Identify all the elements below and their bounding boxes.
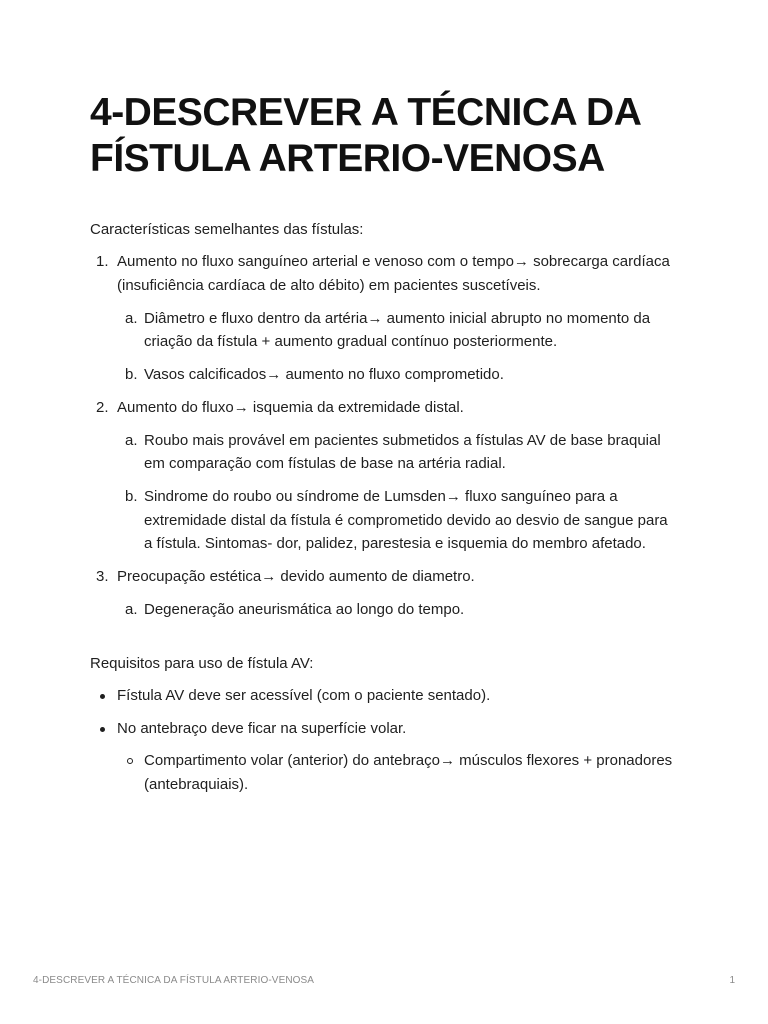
characteristics-list [90, 250, 680, 621]
sub-list-item-text: Degeneração aneurismática ao longo do tempo. [144, 600, 465, 618]
sub-bullet-item-text: Compartimento volar (anterior) do antebraço→ músculos flexores + pronadores (antebraquiais). [144, 752, 673, 793]
requirements-heading: Requisitos para uso de fístula AV: [90, 655, 314, 672]
list-marker: 1. [96, 253, 109, 270]
list-item-text: Aumento no fluxo sanguíneo arterial e venoso com o tempo→ sobrecarga cardíaca (insuficiência cardíaca de alto débito) em pacientes suscetíveis. [117, 253, 670, 294]
sub-list [117, 307, 680, 387]
sub-list-item-text: Vasos calcificados→ aumento no fluxo comprometido. [144, 366, 504, 383]
document-title [90, 90, 680, 182]
bullet-dot-icon [100, 727, 105, 732]
title-line-2: FÍSTULA ARTERIO-VENOSA [90, 137, 605, 180]
sub-list-item [117, 485, 680, 556]
sub-list-item-text: Diâmetro e fluxo dentro da artéria→ aumento inicial abrupto no momento da criação da fístula + aumento gradual contínuo posteriormente. [144, 309, 651, 350]
bullet-dot-icon [100, 694, 105, 699]
list-item [90, 250, 680, 387]
sub-list-marker: b. [125, 488, 138, 505]
sub-list [117, 598, 680, 622]
bullet-item-text: No antebraço deve ficar na superfície volar. [117, 719, 407, 737]
sub-list-marker: a. [125, 309, 138, 327]
sub-list-marker: a. [125, 600, 138, 618]
bullet-item [90, 717, 680, 797]
sub-list-marker: a. [125, 431, 138, 449]
sub-list-marker: b. [125, 366, 138, 383]
list-marker: 2. [96, 398, 109, 416]
bullet-circle-icon [127, 758, 133, 764]
sub-bullet-list [117, 749, 680, 796]
sub-list-item-text: Sindrome do roubo ou síndrome de Lumsden→ fluxo sanguíneo para a extremidade distal da fístula é comprometido devido ao desvio de sangue para a fístula. Sintomas- dor, palidez, parestesia e isquemia do membro afetado. [144, 488, 668, 552]
sub-list-item [117, 598, 680, 622]
bullet-item-text: Fístula AV deve ser acessível (com o paciente sentado). [117, 687, 491, 704]
sub-list-item [117, 429, 680, 476]
document-page [90, 90, 680, 796]
footer-title: 4-DESCREVER A TÉCNICA DA FÍSTULA ARTERIO-VENOSA [33, 975, 315, 986]
bullet-item [90, 684, 680, 708]
sub-list-item [117, 363, 680, 387]
title-line-1: 4-DESCREVER A TÉCNICA DA [90, 91, 642, 134]
list-item [90, 565, 680, 622]
requirements-list [90, 684, 680, 796]
sub-list [117, 429, 680, 556]
sub-list-item-text: Roubo mais provável em pacientes submetidos a fístulas AV de base braquial em comparação com fístulas de base na artéria radial. [144, 431, 661, 472]
list-item [90, 396, 680, 556]
requirements-section [90, 652, 680, 796]
sub-bullet-item [117, 749, 680, 796]
sub-list-item [117, 307, 680, 354]
page-number: 1 [729, 975, 735, 986]
list-item-text: Preocupação estética→ devido aumento de diametro. [117, 567, 475, 585]
intro-paragraph: Características semelhantes das fístulas: [90, 221, 364, 238]
list-marker: 3. [96, 567, 109, 585]
list-item-text: Aumento do fluxo→ isquemia da extremidade distal. [117, 398, 464, 416]
